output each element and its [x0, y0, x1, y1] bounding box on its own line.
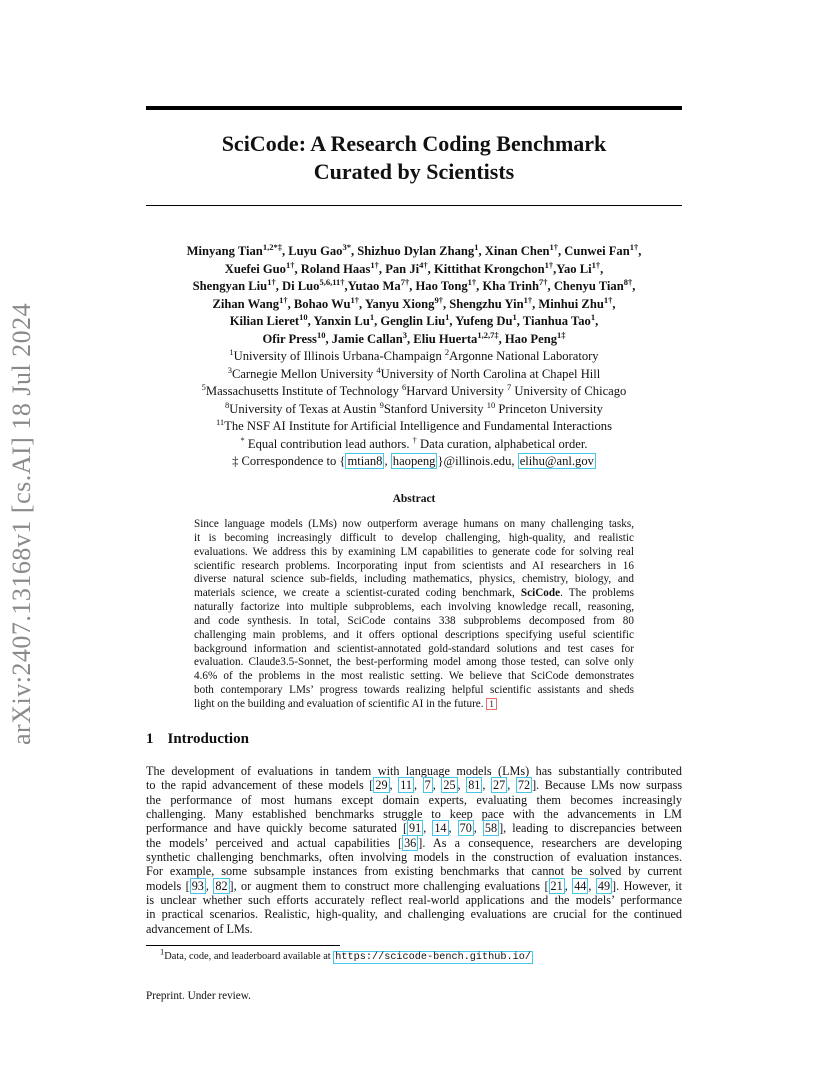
email-link-mtian8[interactable]: mtian8	[347, 454, 383, 468]
introduction-paragraph	[146, 764, 682, 936]
email-link-elihu[interactable]: elihu@anl.gov	[519, 454, 594, 468]
section-title: Introduction	[167, 731, 249, 747]
abstract-line: 4.6% of the problems in the most realistic setting. We believe that SciCode demonstrates	[194, 670, 634, 683]
affiliation-line: $^3$Carnegie Mellon University $^4$University of North Carolina at Chapel Hill	[227, 364, 601, 381]
correspondence-prefix: ‡ Correspondence to {	[232, 454, 346, 468]
abstract-line: naturally factorize into multiple subproblems, each involving knowledge recall, reasoning,	[194, 601, 634, 614]
preprint-note: Preprint. Under review.	[146, 990, 251, 1002]
footnote-mark: 1	[160, 946, 165, 957]
affiliation-line: $^8$University of Texas at Austin $^9$Stanford University $^{10}$ Princeton University	[225, 399, 603, 416]
abstract-line: evaluations. We address this by examining LM capabilities to generate code for solving real	[194, 545, 634, 558]
intro-line: For example, some subsample instances from existing benchmarks that cannot be solved by current	[146, 864, 682, 879]
correspondence-sep: ,	[384, 454, 391, 468]
affiliation-line: $^5$Massachusetts Institute of Technology $^6$Harvard University $^7$ University of Chicago	[201, 381, 627, 398]
section-number: 1	[146, 731, 154, 747]
affiliations	[146, 348, 682, 471]
correspondence-domain: }@illinois.edu,	[437, 454, 518, 468]
footnote-text: Data, code, and leaderboard available at	[164, 951, 334, 962]
abstract-line: and code synthesis. In total, SciCode contains 338 subproblems decomposed from 80	[194, 614, 634, 627]
abstract-line: materials science, we create a scientist-curated coding benchmark, SciCode. The problems	[194, 587, 634, 600]
intro-line: challenging. Many established benchmarks struggle to keep pace with the advancements in LM	[146, 807, 682, 822]
abstract-line: both contemporary LMs’ progress towards realizing helpful scientific assistants and sheds	[194, 684, 634, 697]
title-bottom-rule	[146, 205, 682, 206]
author-line: Zihan Wang$^{1\dagger}$, Bohao $Wu^{1\dagger}$, Yanyu Xiong$^{9\dagger}$, Shengzhu Yin$^{1\dagger}$, Minhui Zhu$^{1\dagger}$,	[212, 294, 616, 311]
intro-line: performance and have quickly become saturated [ 91 , 14 , 70 , 58 ], leading to discrepancies between	[146, 821, 683, 836]
intro-line: advancement of LMs.	[146, 921, 253, 936]
abstract-line: background information and scientist-annotated gold-standard solutions and test cases for	[194, 642, 634, 655]
title-top-rule	[146, 106, 682, 110]
email-link-haopeng[interactable]: haopeng	[392, 454, 436, 468]
title-line-1: SciCode: A Research Coding Benchmark	[221, 131, 607, 156]
intro-line: in practical scenarios. Realistic, high-quality, and challenging evaluations are crucial for the continued	[146, 907, 682, 922]
intro-line: synthetic challenging benchmarks, often involving models in the construction of evaluation instances.	[146, 850, 682, 865]
arxiv-identifier: arXiv:2407.13168v1 [cs.AI] 18 Jul 2024	[7, 302, 36, 745]
correspondence-line	[146, 453, 682, 471]
author-line: Ofir Press$^{10}$, Jamie Callan$^3$, Eliu Huerta$^{1,2,7\ddagger}$, Hao Peng$^{1\ddagger}$	[262, 329, 566, 346]
affiliation-line: $^1$University of Illinois Urbana-Champaign $^2$Argonne National Laboratory	[229, 346, 599, 363]
intro-line: is unclear whether such efforts accurately reflect real-world applications and the models’ performance	[146, 893, 682, 908]
author-names	[146, 243, 682, 348]
author-line: Xuefei Guo$^{1\dagger}$, Roland Haas$^{1\dagger}$, Pan $Ji^{4\dagger}$, Kittithat Krongchon$^{1\dagger}$,Yao $Li^{1\dagger}$,	[224, 259, 604, 276]
intro-line: models [ 93 , 82 ], or augment them to construct more challenging evaluations [ 21 , 44 , 49 ]. However, it	[146, 878, 682, 893]
abstract-heading: Abstract	[392, 493, 436, 505]
author-line: Kilian Lieret$^{10}$, Yanxin Lu$^1$, Genglin Liu$^1$, Yufeng Du$^1$, Tianhua Tao$^1$,	[229, 311, 599, 328]
footnote-url-link[interactable]: https://scicode-bench.github.io/	[335, 952, 531, 963]
affiliation-line: $^{11}$The NSF AI Institute for Artificial Intelligence and Fundamental Interactions	[215, 416, 613, 433]
intro-line: The development of evaluations in tandem with language models (LMs) has substantially contributed	[146, 764, 682, 778]
section-heading-introduction	[146, 731, 249, 748]
abstract-line: Since language models (LMs) now outperform average humans on many challenging tasks,	[194, 518, 634, 530]
intro-line: the models’ perceived and actual capabilities [ 36 ]. As a consequence, researchers are developing	[146, 835, 683, 850]
title-line-2: Curated by Scientists	[313, 159, 515, 184]
abstract-line: evaluation. Claude3.5-Sonnet, the best-performing model among those tested, can solve only	[194, 656, 634, 669]
abstract-line: scientific research problems. Incorporating input from scientists and AI researchers in 16	[194, 559, 634, 572]
abstract-line: light on the building and evaluation of scientific AI in the future. $^1$	[194, 698, 634, 712]
footnote	[160, 946, 533, 963]
paper-title	[146, 130, 682, 186]
affiliation-line: * Equal contribution lead authors. † Data curation, alphabetical order.	[240, 434, 588, 451]
abstract-line: it is becoming increasingly difficult to develop challenging, high-quality, and realistic	[194, 531, 634, 544]
intro-line: to the rapid advancement of these models [ 29 , 11 , 7 , 25 , 81 , 27 , 72 ]. Because LMs now surpass	[146, 778, 683, 793]
author-line: Shengyan Liu$^{1\dagger}$, Di Luo$^{5,6,11\dagger}$,Yutao $Ma^{7\dagger}$, Hao Tong$^{1\dagger}$, Kha Trinh$^{7\dagger}$, Chenyu Tian$^{8\dagger}$,	[192, 276, 636, 293]
footnote-rule	[146, 945, 340, 946]
abstract-line: diverse natural science sub-fields, including mathematics, physics, chemistry, biology, and	[194, 573, 634, 586]
abstract-body	[194, 518, 634, 712]
abstract-line: challenging main problems, and it offers optional descriptions specifying useful scientific	[194, 628, 634, 641]
author-block	[146, 243, 682, 471]
author-line: Minyang Tian$^{1,2*\ddagger}$, Luyu Gao$^{3*}$, Shizhuo Dylan Zhang$^1$, Xinan Chen$^{1\dagger}$, Cunwei Fan$^{1\dagger}$,	[186, 241, 642, 258]
intro-line: the performance of most humans except domain experts, evaluating them becomes increasingly	[146, 792, 682, 807]
